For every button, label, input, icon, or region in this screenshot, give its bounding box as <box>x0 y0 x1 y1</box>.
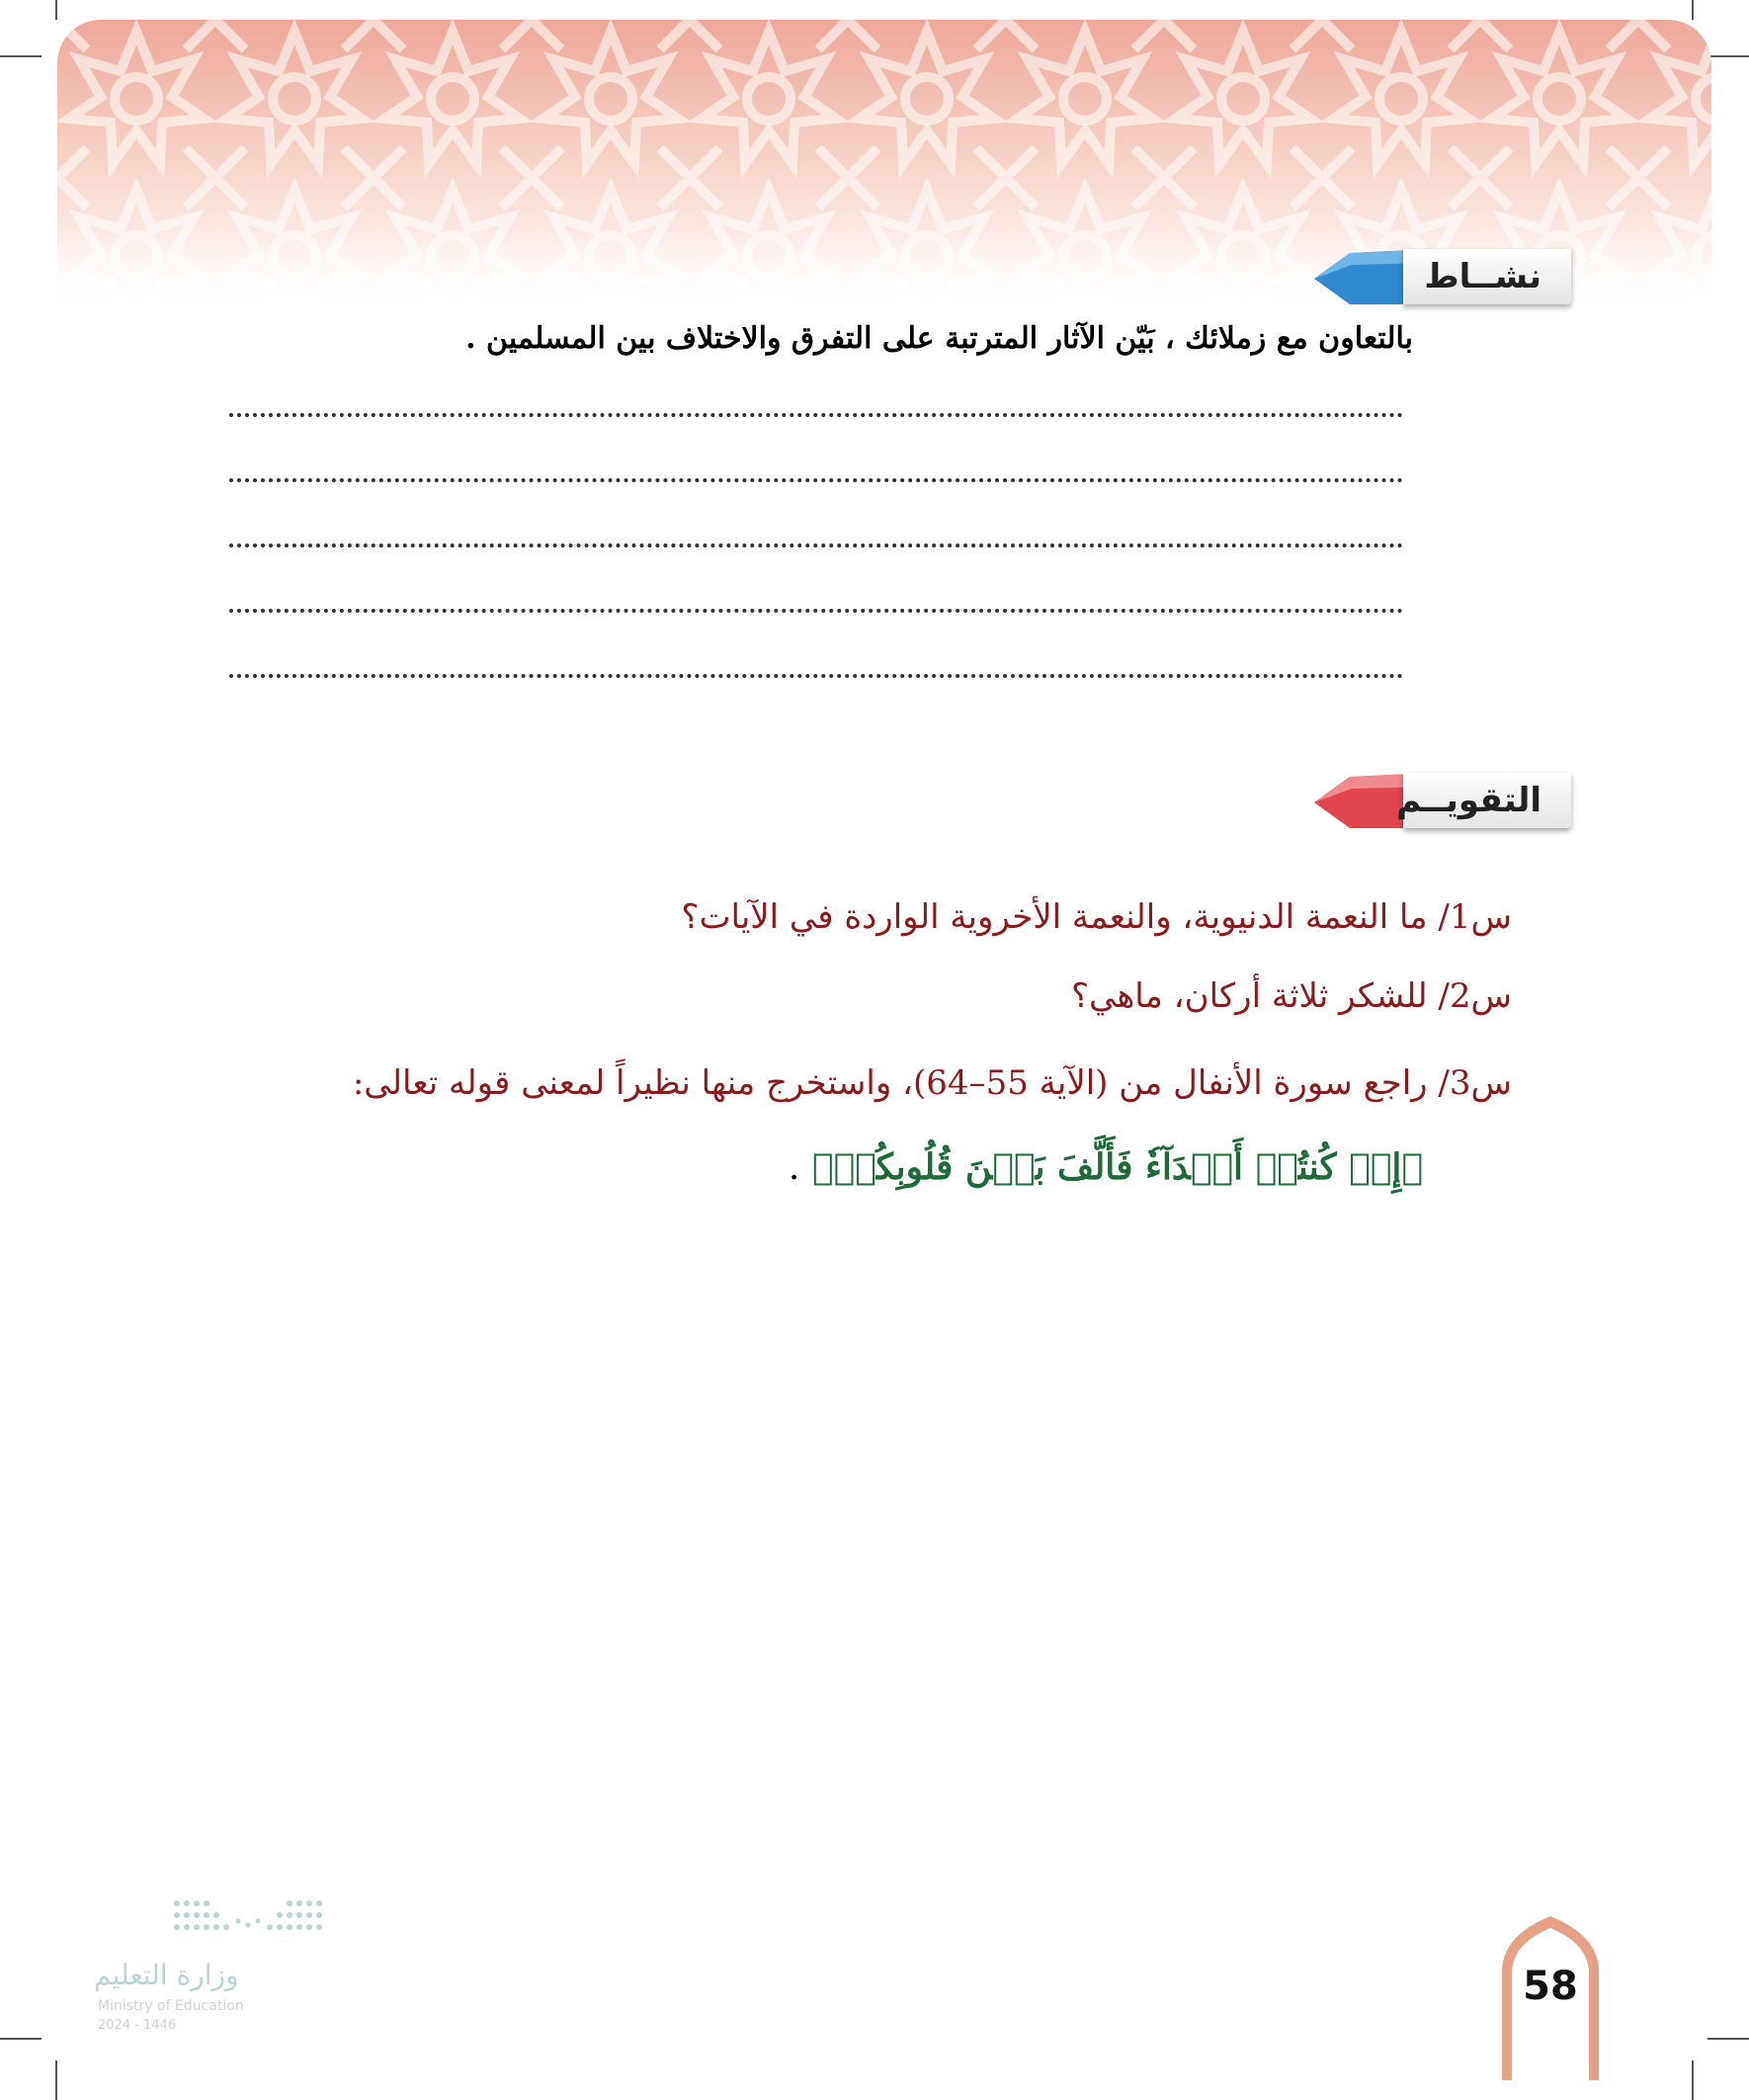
crop-mark <box>1692 2060 1694 2100</box>
answer-line[interactable] <box>229 544 1403 547</box>
activity-title: نشــاط <box>1424 257 1541 296</box>
question-2: س2/ للشكر ثلاثة أركان، ماهي؟ <box>1070 976 1512 1016</box>
logo-arabic-text: وزارة التعليم <box>94 1959 239 1991</box>
verse-text: ﴿إِذۡ كُنتُمۡ أَعۡدَآءٗ فَأَلَّفَ بَيۡنَ قُلُوبِكُمۡ﴾ <box>811 1146 1423 1188</box>
question-1: س1/ ما النعمة الدنيوية، والنعمة الأخروية الواردة في الآيات؟ <box>681 897 1512 937</box>
answer-line[interactable] <box>229 478 1403 482</box>
answer-line[interactable] <box>229 413 1403 417</box>
crop-mark <box>1692 0 1694 20</box>
crop-mark <box>55 0 57 20</box>
crop-mark <box>55 2060 57 2100</box>
ministry-logo <box>94 1895 331 2034</box>
evaluation-tab <box>1396 773 1571 828</box>
question-3: س3/ راجع سورة الأنفال من (الآية 55–64)، واستخرج منها نظيراً لمعنى قوله تعالى: <box>352 1063 1512 1103</box>
answer-line[interactable] <box>229 609 1403 613</box>
page-number-badge <box>1498 1912 1603 2080</box>
crop-mark <box>1707 2038 1749 2040</box>
crop-mark <box>1707 55 1749 57</box>
page-number: 58 <box>1523 1964 1578 2009</box>
logo-english-text: Ministry of Education <box>98 1998 244 2014</box>
quran-verse <box>789 1146 1423 1188</box>
evaluation-title: التقويــم <box>1396 781 1541 820</box>
activity-tab <box>1403 249 1571 304</box>
activity-prompt: بالتعاون مع زملائك ، بَيّن الآثار المترتبة على التفرق والاختلاف بين المسلمين . <box>465 321 1413 356</box>
crop-mark <box>0 2038 42 2040</box>
verse-full-stop: . <box>788 1147 800 1188</box>
answer-line[interactable] <box>229 674 1403 678</box>
crop-mark <box>0 55 42 57</box>
logo-dots-icon <box>169 1895 327 1947</box>
logo-year-text: 2024 - 1446 <box>98 2018 177 2033</box>
